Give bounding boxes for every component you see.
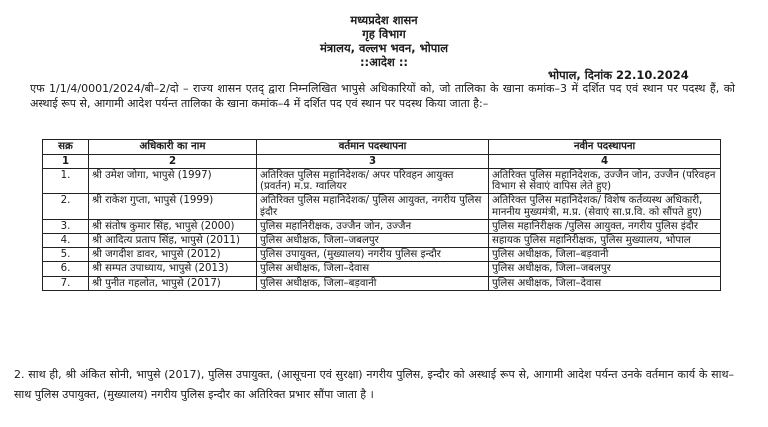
- current-posting-cell: पुलिस अधीक्षक, जिला–देवास: [257, 262, 489, 276]
- office-address: मंत्रालय, वल्लभ भवन, भोपाल: [319, 41, 449, 55]
- table-column-number-row: [43, 154, 721, 169]
- serial-cell: 2.: [43, 194, 89, 219]
- department-title: गृह विभाग: [362, 27, 406, 41]
- officer-name-cell: श्री आदित्य प्रताप सिंह, भापुसे (2011): [89, 234, 257, 248]
- new-posting-cell: अतिरिक्त पुलिस महानिदेशक, उज्जैन जोन, उज्जैन (परिवहन विभाग से सेवाएं वापिस लेते हुए): [489, 169, 721, 194]
- order-date: भोपाल, दिनांक 22.10.2024: [548, 68, 689, 82]
- column-number: 4: [489, 154, 721, 169]
- new-posting-cell: अतिरिक्त पुलिस महानिदेशक/ विशेष कर्तव्यस्थ अधिकारी, माननीय मुख्यमंत्री, म.प्र. (सेवाएं सा.प्र.वि. को सौंपते हुए): [489, 194, 721, 219]
- serial-cell: 7.: [43, 276, 89, 290]
- table-row: [43, 219, 721, 233]
- current-posting-cell: पुलिस अधीक्षक, जिला–बड़वानी: [257, 276, 489, 290]
- table-row: [43, 248, 721, 262]
- new-posting-cell: पुलिस अधीक्षक, जिला–बड़वानी: [489, 248, 721, 262]
- current-posting-cell: पुलिस महानिरीक्षक, उज्जैन जोन, उज्जैन: [257, 219, 489, 233]
- header-officer-name: अधिकारी का नाम: [89, 140, 257, 155]
- officer-name-cell: श्री उमेश जोगा, भापुसे (1997): [89, 169, 257, 194]
- serial-cell: 3.: [43, 219, 89, 233]
- current-posting-cell: पुलिस अधीक्षक, जिला–जबलपुर: [257, 234, 489, 248]
- new-posting-cell: सहायक पुलिस महानिरीक्षक, पुलिस मुख्यालय, भोपाल: [489, 234, 721, 248]
- header-current-posting: वर्तमान पदस्थापना: [257, 140, 489, 155]
- new-posting-cell: पुलिस अधीक्षक, जिला–देवास: [489, 276, 721, 290]
- officer-name-cell: श्री सम्पत उपाध्याय, भापुसे (2013): [89, 262, 257, 276]
- column-number: 1: [43, 154, 89, 169]
- current-posting-cell: अतिरिक्त पुलिस महानिदेशक/ अपर परिवहन आयुक्त (प्रवर्तन) म.प्र. ग्वालियर: [257, 169, 489, 194]
- govt-title: मध्यप्रदेश शासन: [350, 13, 418, 27]
- transfer-table: [42, 139, 721, 291]
- additional-charge-paragraph: 2. साथ ही, श्री अंकित सोनी, भापुसे (2017), पुलिस उपायुक्त, (आसूचना एवं सुरक्षा) नगरीय पुलिस, इन्दौर को अस्थाई रूप से, आगामी आदेश पर्यन्त उनके वर्तमान कार्य के साथ–साथ पुलिस उपायुक्त, (मुख्यालय) नगरीय पुलिस इन्दौर का अतिरिक्त प्रभार सौंपा जाता है ।: [14, 368, 734, 401]
- officer-name-cell: श्री संतोष कुमार सिंह, भापुसे (2000): [89, 219, 257, 233]
- officer-name-cell: श्री पुनीत गहलोत, भापुसे (2017): [89, 276, 257, 290]
- officer-name-cell: श्री राकेश गुप्ता, भापुसे (1999): [89, 194, 257, 219]
- table-header-row: [43, 140, 721, 155]
- table-row: [43, 276, 721, 290]
- serial-cell: 4.: [43, 234, 89, 248]
- serial-cell: 6.: [43, 262, 89, 276]
- new-posting-cell: पुलिस अधीक्षक, जिला–जबलपुर: [489, 262, 721, 276]
- header-new-posting: नवीन पदस्थापना: [489, 140, 721, 155]
- column-number: 3: [257, 154, 489, 169]
- table-row: [43, 169, 721, 194]
- header-serial: सक्र: [43, 140, 89, 155]
- serial-cell: 5.: [43, 248, 89, 262]
- order-heading: ::आदेश ::: [359, 55, 409, 69]
- intro-paragraph: एफ 1/1/4/0001/2024/बी–2/दो – राज्य शासन एतद् द्वारा निम्नलिखित भापुसे अधिकारियों को, जो तालिका के खाना कमांक–3 में दर्शित पद एवं स्थान पर पदस्थ हैं, को अस्थाई रूप से, आगामी आदेश पर्यन्त तालिका के खाना कमांक–4 में दर्शित पद एवं स्थान पर पदस्थ किया जाता है:–: [30, 82, 735, 110]
- new-posting-cell: पुलिस महानिरीक्षक /पुलिस आयुक्त, नगरीय पुलिस इंदौर: [489, 219, 721, 233]
- table-row: [43, 234, 721, 248]
- table-row: [43, 194, 721, 219]
- column-number: 2: [89, 154, 257, 169]
- serial-cell: 1.: [43, 169, 89, 194]
- officer-name-cell: श्री जगदीश डावर, भापुसे (2012): [89, 248, 257, 262]
- table-row: [43, 262, 721, 276]
- current-posting-cell: पुलिस उपायुक्त, (मुख्यालय) नगरीय पुलिस इन्दौर: [257, 248, 489, 262]
- current-posting-cell: अतिरिक्त पुलिस महानिदेशक/ पुलिस आयुक्त, नगरीय पुलिस इंदौर: [257, 194, 489, 219]
